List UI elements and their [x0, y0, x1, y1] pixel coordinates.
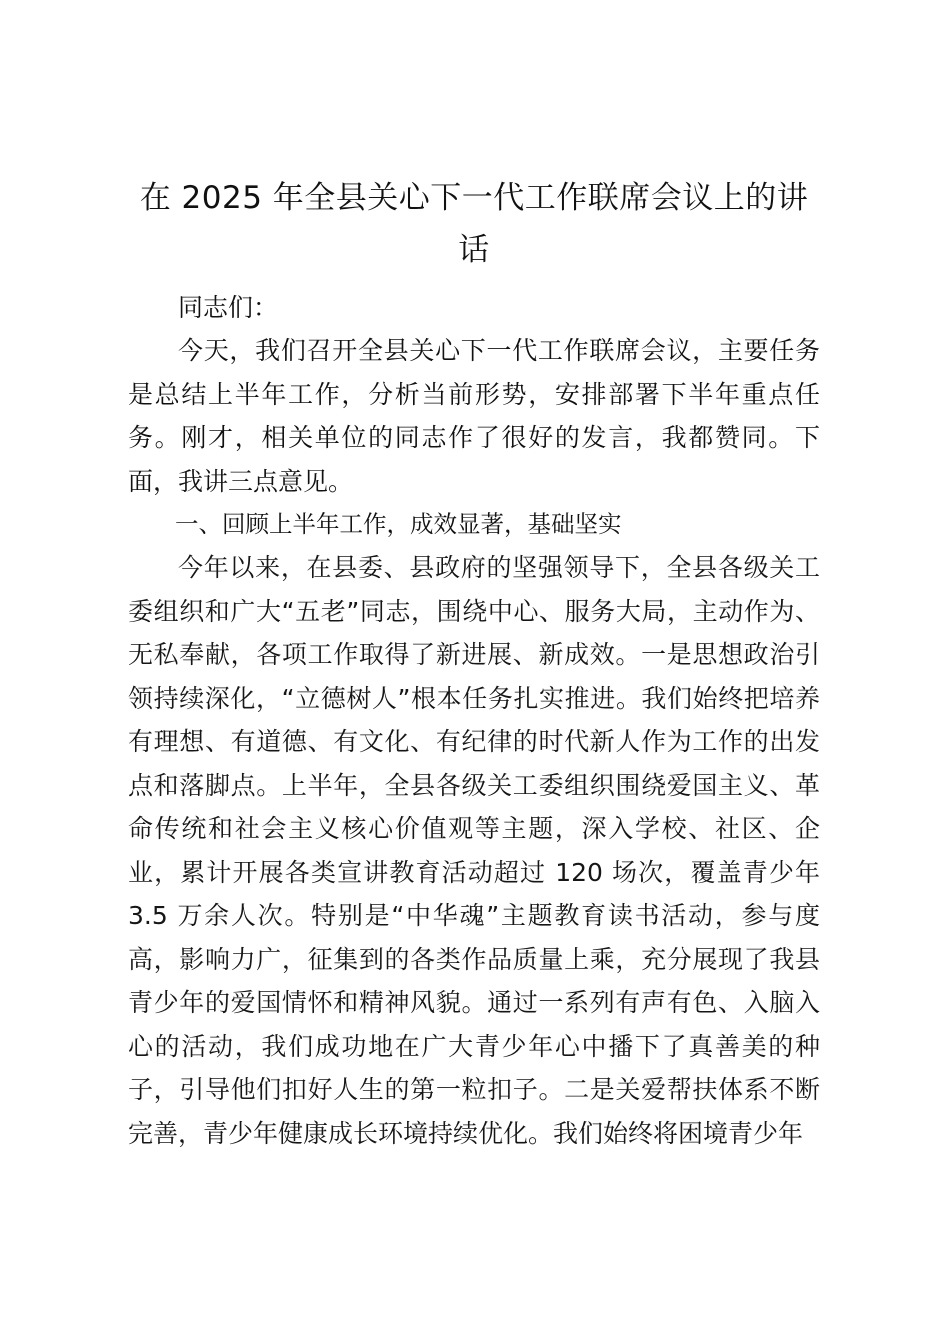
section-heading: 一、回顾上半年工作，成效显著，基础坚实 [175, 510, 622, 538]
document-title: 在 2025 年全县关心下一代工作联席会议上的讲话 [139, 180, 809, 268]
section-body-paragraph: 今年以来，在县委、县政府的坚强领导下，全县各级关工委组织和广大“五老”同志，围绕中心、服务大局，主动作为、无私奉献，各项工作取得了新进展、新成效。一是思想政治引领持续深化，“立德树人”根本任务扎实推进。我们始终把培养有理想、有道德、有文化、有纪律的时代新人作为工作的出发点和落脚点。上半年，全县各级关工委组织围绕爱国主义、革命传统和社会主义核心价值观等主题，深入学校、社区、企业，累计开展各类宣讲教育活动超过 120 场次，覆盖青少年 3.5 万余人次。特别是“中华魂”主题教育读书活动，参与度高，影响力广，征集到的各类作品质量上乘，充分展现了我县青少年的爱国情怀和精神风貌。通过一系列有声有色、入脑入心的活动，我们成功地在广大青少年心中播下了真善美的种子，引导他们扣好人生的第一粒扣子。二是关爱帮扶体系不断完善，青少年健康成长环境持续优化。我们始终将困境青少年 [128, 553, 820, 1148]
document-page [128, 172, 820, 1155]
intro-paragraph: 今天，我们召开全县关心下一代工作联席会议，主要任务是总结上半年工作，分析当前形势，安排部署下半年重点任务。刚才，相关单位的同志作了很好的发言，我都赞同。下面，我讲三点意见。 [128, 336, 820, 496]
salutation: 同志们： [178, 293, 279, 322]
